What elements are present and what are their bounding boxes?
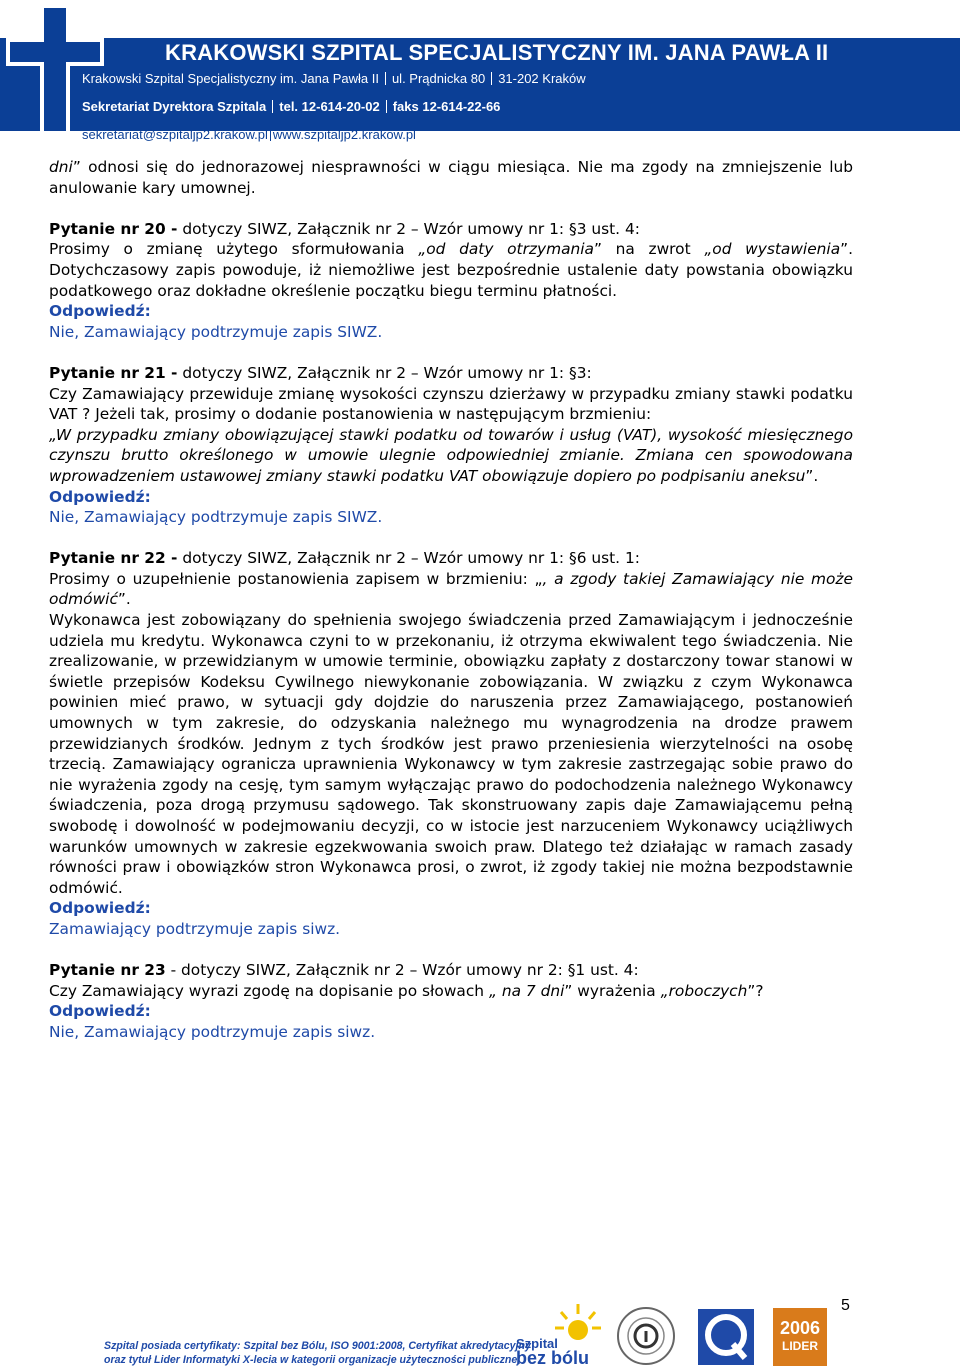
secretariat-label: Sekretariat Dyrektora Szpitala	[82, 99, 267, 114]
question-20-quote-1: „od daty otrzymania	[418, 240, 594, 259]
quality-seal-icon	[616, 1306, 676, 1366]
header-web-line	[82, 127, 416, 142]
question-23-quote-2: „roboczych	[660, 981, 748, 1000]
hospital-full-name: Krakowski Szpital Specjalistyczny im. Jana Pawła II	[82, 71, 379, 86]
intro-italic: dni	[49, 158, 73, 176]
answer-21-text: Nie, Zamawiający podtrzymuje zapis SIWZ.	[49, 508, 383, 527]
logo-bez-bolu-word: bez bólu	[516, 1348, 589, 1368]
question-22-heading: Pytanie nr 22 -	[49, 549, 178, 568]
fax-number: faks 12-614-22-66	[392, 99, 501, 114]
szpital-bez-bolu-logo	[516, 1336, 589, 1366]
answer-20-label: Odpowiedź:	[49, 302, 151, 321]
question-20-reference: dotyczy SIWZ, Załącznik nr 2 – Wzór umowy nr 1: §3 ust. 4:	[177, 219, 640, 238]
question-21-text-2: ”.	[805, 466, 819, 485]
question-23-heading: Pytanie nr 23	[49, 961, 166, 980]
answer-22-label: Odpowiedź:	[49, 899, 151, 918]
question-23-text: Czy Zamawiający wyrazi zgodę na dopisanie po słowach	[49, 981, 489, 1000]
certificates-line-2: oraz tytuł Lider Informatyki X-lecia w kategorii organizacje użyteczności publicznej	[104, 1354, 521, 1366]
question-23-reference: - dotyczy SIWZ, Załącznik nr 2 – Wzór umowy nr 2: §1 ust. 4:	[165, 961, 639, 980]
question-22-text: Prosimy o uzupełnienie postanowienia zapisem w brzmieniu: „	[49, 569, 543, 588]
question-23-text-2: ” wyrażenia	[564, 981, 661, 1000]
header-contact-line	[82, 99, 500, 114]
question-21-text: Czy Zamawiający przewiduje zmianę wysokości czynszu dzierżawy w przypadku zmiany stawki podatku VAT ? Jeżeli tak, prosimy o dodanie postanowienia w następującym brzmieniu:	[49, 384, 853, 424]
question-21-reference: dotyczy SIWZ, Załącznik nr 2 – Wzór umowy nr 1: §3:	[177, 363, 592, 382]
lider-year: 2006	[779, 1318, 821, 1338]
quality-q-logo-icon	[697, 1308, 755, 1366]
question-21-heading: Pytanie nr 21 -	[49, 363, 178, 382]
logo-spital-word: Szpital	[516, 1336, 558, 1351]
question-20-heading: Pytanie nr 20 -	[49, 219, 178, 238]
intro-paragraph	[49, 157, 853, 198]
question-20-quote-2: „od wystawienia	[704, 240, 841, 259]
question-22-quote: , a zgody takiej Zamawiający nie może odmówić	[49, 569, 853, 609]
page-number: 5	[841, 1297, 850, 1314]
lider-award-logo	[773, 1308, 827, 1366]
question-23-text-3: ”?	[747, 981, 764, 1000]
question-20-text-2: ” na zwrot	[593, 240, 705, 259]
question-22	[49, 548, 853, 898]
question-20	[49, 219, 853, 301]
hospital-name-banner: KRAKOWSKI SZPITAL SPECJALISTYCZNY IM. JANA PAWŁA II	[165, 40, 829, 65]
intro-text: ” odnosi się do jednorazowej niesprawności w ciągu miesiąca. Nie ma zgody na zmniejszenie lub anulowanie kary umownej.	[49, 158, 853, 197]
question-23-quote-1: „ na 7 dni	[488, 981, 565, 1000]
answer-20-text: Nie, Zamawiający podtrzymuje zapis SIWZ.	[49, 322, 383, 341]
website-link[interactable]: www.szpitaljp2.krakow.pl	[272, 127, 416, 142]
question-22-text-2: ”.	[117, 590, 131, 609]
question-21-quote: „W przypadku zmiany obowiązującej stawki podatku od towarów i usług (VAT), wysokość miesięcznego czynszu brutto określonego w umowie ulegnie odpowiedniej zmianie. Zmiana cen spowodowana wprowadzeniem ustawowej zmiany stawki podatku VAT obowiązuje dopiero po podpisaniu aneksu	[49, 425, 853, 485]
answer-23-text: Nie, Zamawiający podtrzymuje zapis siwz.	[49, 1022, 376, 1041]
header-address-line	[82, 71, 586, 86]
lider-word: LIDER	[782, 1339, 818, 1353]
certificates-note	[104, 1339, 531, 1367]
question-22-reference: dotyczy SIWZ, Załącznik nr 2 – Wzór umowy nr 1: §6 ust. 1:	[177, 549, 640, 568]
question-21	[49, 363, 853, 487]
email-link[interactable]: sekretariat@szpitaljp2.krakow.pl	[82, 127, 268, 142]
question-20-text: Prosimy o zmianę użytego sformułowania	[49, 240, 419, 259]
street-address: ul. Prądnicka 80	[391, 71, 486, 86]
answer-21-label: Odpowiedź:	[49, 487, 151, 506]
phone-number: tel. 12-614-20-02	[279, 99, 380, 114]
postal-city: 31-202 Kraków	[498, 71, 586, 86]
question-20-text-3: ”. Dotychczasowy zapis powoduje, iż niemożliwe jest bezpośrednie ustalenie daty powstania obowiązku podatkowego oraz dokładne określenie początku biegu terminu płatności.	[49, 240, 854, 300]
answer-22-text: Zamawiający podtrzymuje zapis siwz.	[49, 919, 341, 938]
question-23	[49, 960, 853, 1001]
question-22-justification: Wykonawca jest zobowiązany do spełnienia swojego świadczenia przed Zamawiającym i jednocześnie udziela mu kredytu. Wykonawca czyni to w przekonaniu, iż otrzyma ekwiwalent tego świadczenia. Nie zrealizowanie, w przewidzianym w umowie terminie, obowiązku zapłaty z dostarczony towar stanowi w świetle przepisów Kodeksu Cywilnego niewykonanie zobowiązania. W związku z czym Wykonawca powinien mieć prawo, w sytuacji gdy dojdzie do naruszenia przez Zamawiającego, postanowień umownych w tym zakresie, do odzyskania należnego mu wynagrodzenia na drodze prawem przewidzianych środków. Jednym z tych środków jest prawo przeniesienia wierzytelności na osobę trzecią. Zamawiający ogranicza uprawnienia Wykonawcy w tym zakresie zastrzegając sobie prawo do nie wyrażenia zgody na cesję, tym samym wyłączając prawo do podochodzenia należnego Wykonawcy świadczenia, poza drogą przymusu sądowego. Tak skonstruowany zapis daje Zamawiającemu pełną swobodę i dowolność w podejmowaniu decyzji, co w istocie jest narzuceniem Wykonawcy uciążliwych warunków umownych w zakresie egzekwowania swoich praw. Dlatego też działając w ramach zasady równości praw i obowiązków stron Wykonawca prosi, o zwrot, iż zgody takiej nie można bezpodstawnie odmówić.	[49, 611, 853, 897]
certificates-line-1: Szpital posiada certyfikaty: Szpital bez Bólu, ISO 9001:2008, Certyfikat akredytacyjny	[104, 1340, 531, 1352]
answer-23-label: Odpowiedź:	[49, 1002, 151, 1021]
document-body	[49, 157, 853, 1043]
